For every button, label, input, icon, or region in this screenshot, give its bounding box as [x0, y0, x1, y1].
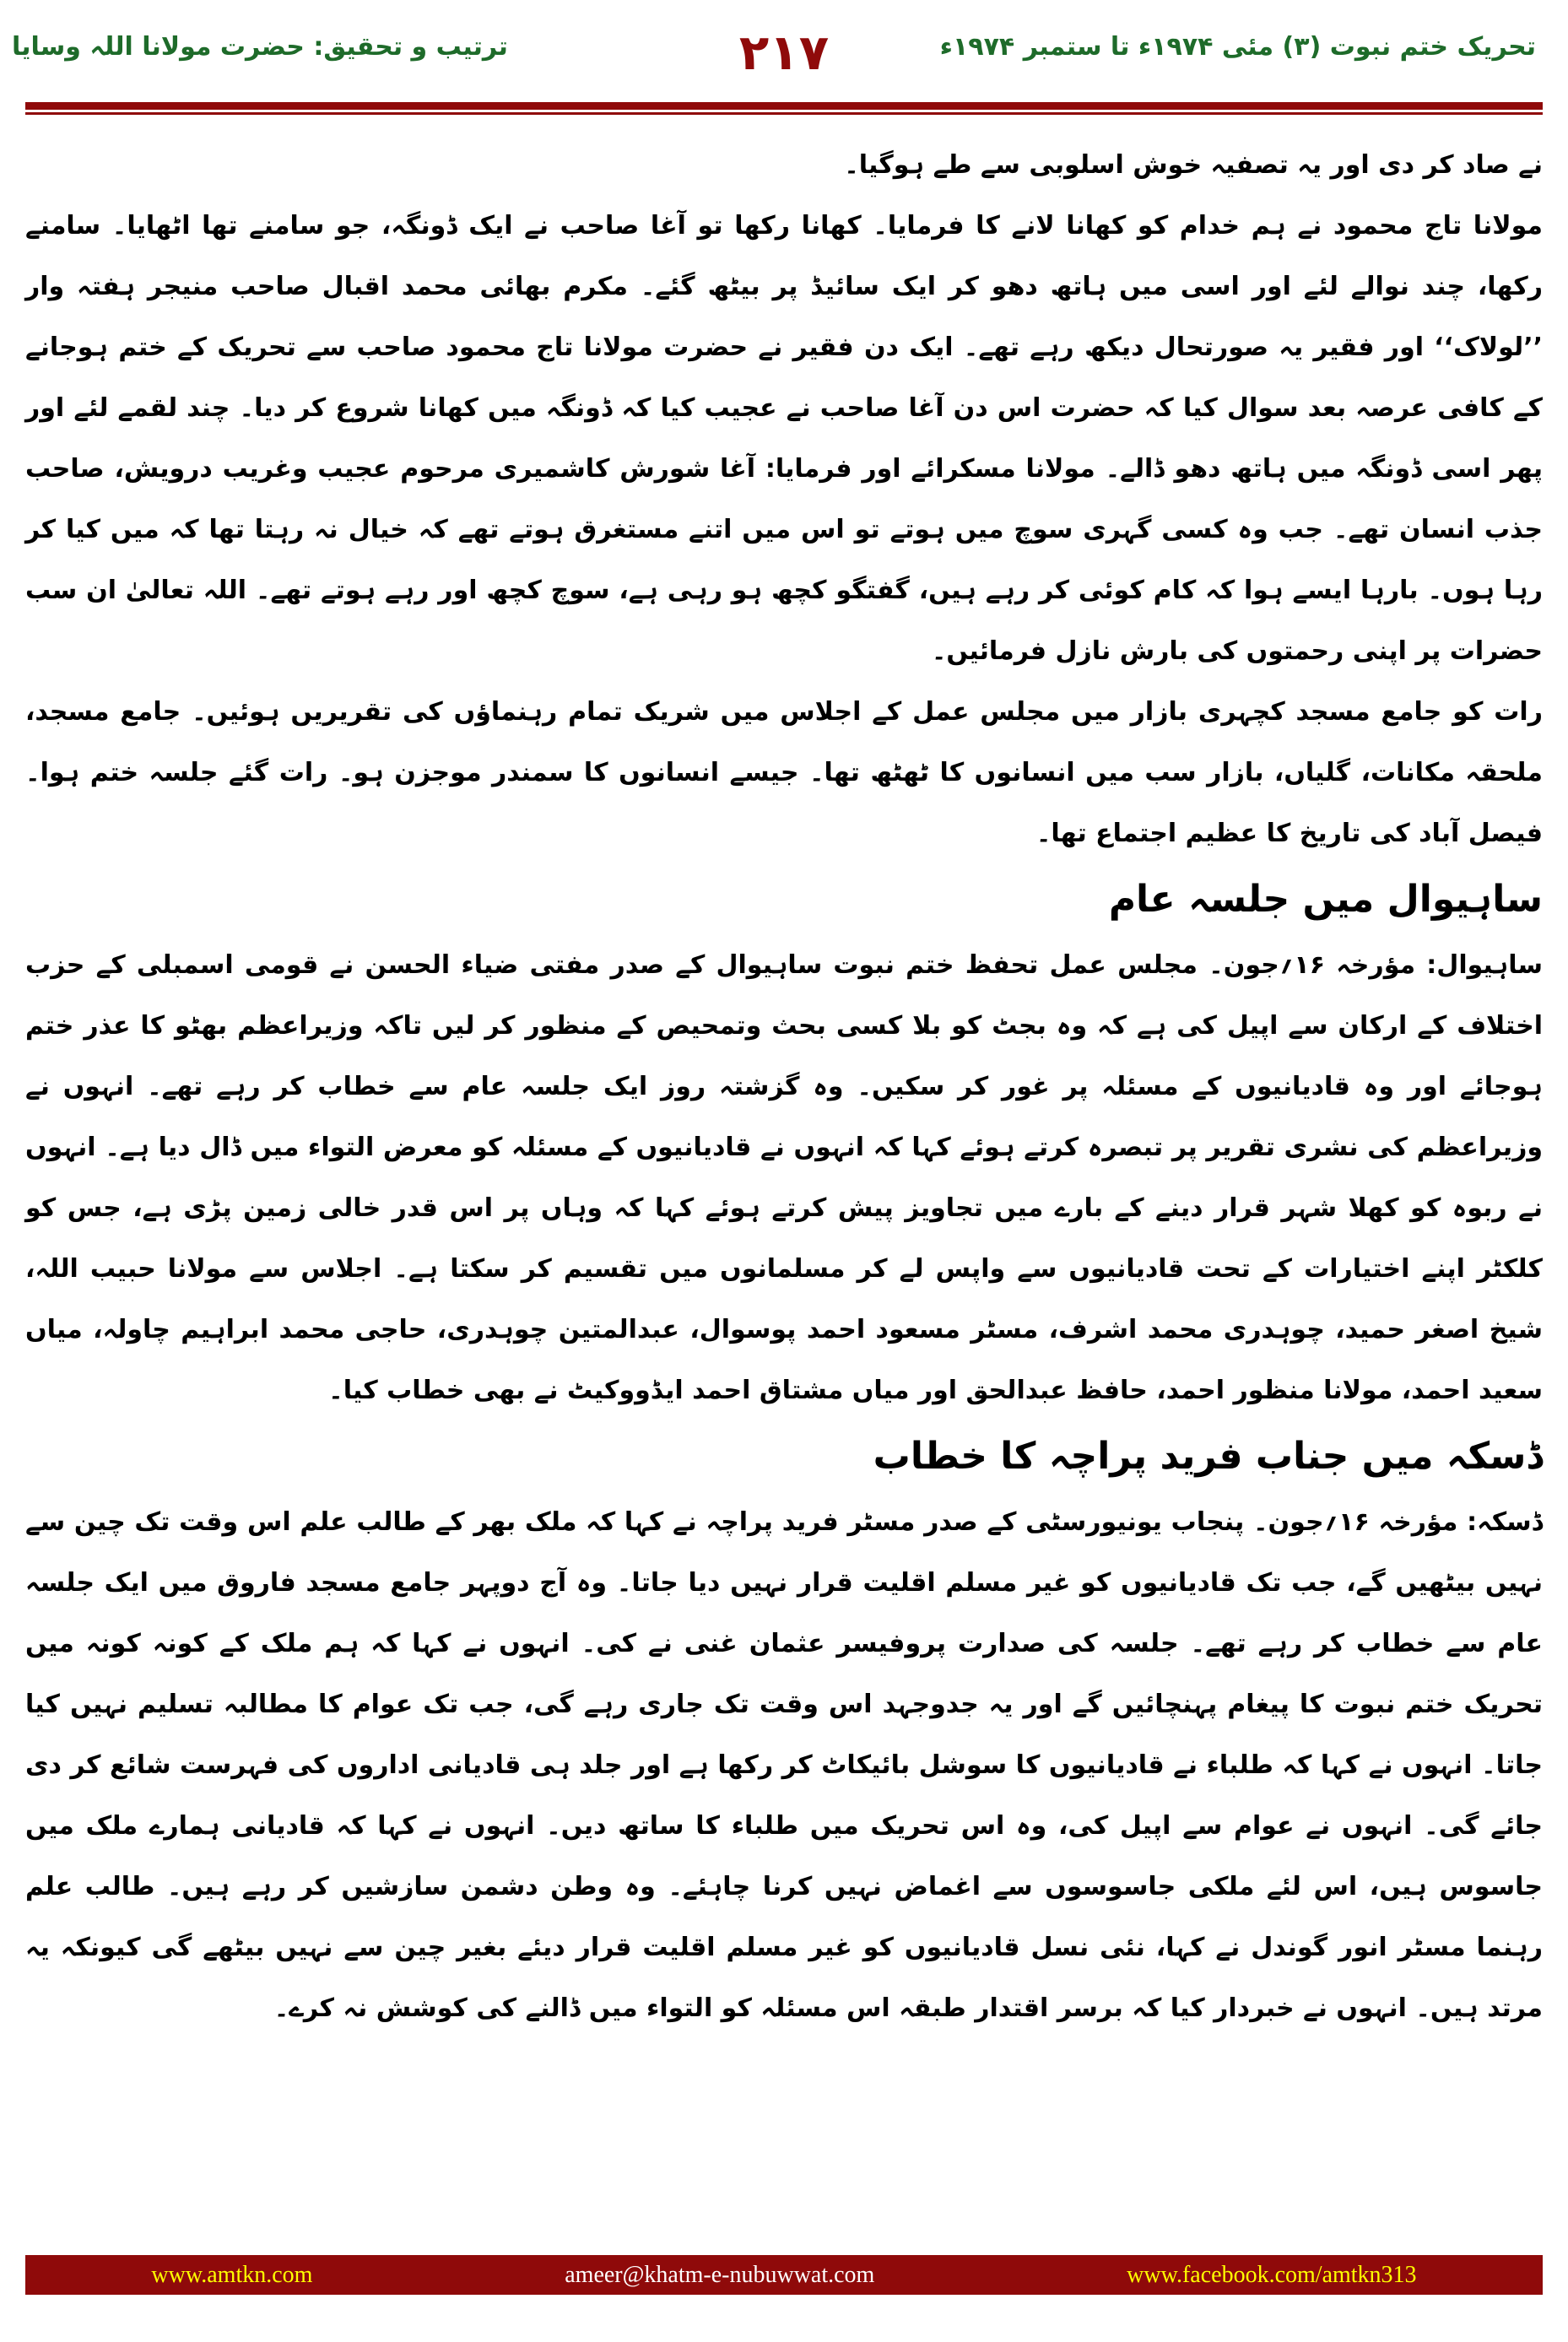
page-body	[25, 135, 1543, 2039]
compiler-credit: ترتیب و تحقیق: حضرت مولانا اللہ وسایا	[12, 32, 508, 62]
page-header	[0, 0, 1568, 127]
page-number: ۲۱۷	[738, 24, 830, 81]
paragraph: ساہیوال: مؤرخہ ۱۶؍جون۔ مجلس عمل تحفظ ختم نبوت ساہیوال کے صدر مفتی ضیاء الحسن نے قومی اسمبلی کے حزب اختلاف کے ارکان سے اپیل کی ہے کہ وہ بجٹ کو بلا کسی بحث وتمحیص کے منظور کر لیں تاکہ وزیراعظم بھٹو کا عذر ختم ہوجائے اور وہ قادیانیوں کے مسئلہ پر غور کر سکیں۔ وہ گزشتہ روز ایک جلسہ عام سے خطاب کر رہے تھے۔ انہوں نے وزیراعظم کی نشری تقریر پر تبصرہ کرتے ہوئے کہا کہ انہوں نے قادیانیوں کے مسئلہ کو معرض التواء میں ڈال دیا ہے۔ انہوں نے ربوہ کو کھلا شہر قرار دینے کے بارے میں تجاویز پیش کرتے ہوئے کہا کہ وہاں پر اس قدر خالی زمین پڑی ہے، جس کو کلکٹر اپنے اختیارات کے تحت قادیانیوں سے واپس لے کر مسلمانوں میں تقسیم کر سکتا ہے۔ اجلاس سے مولانا حبیب اللہ، شیخ اصغر حمید، چوہدری محمد اشرف، مسٹر مسعود احمد پوسوال، عبدالمتین چوہدری، حاجی محمد ابراہیم چاولہ، میاں سعید احمد، مولانا منظور احمد، حافظ عبدالحق اور میاں مشتاق احمد ایڈووکیٹ نے بھی خطاب کیا۔	[25, 950, 1544, 1405]
header-rule-thin	[25, 112, 1543, 115]
section-heading-daska: ڈسکہ میں جناب فرید پراچہ کا خطاب	[873, 1435, 1543, 1478]
website-link[interactable]: www.amtkn.com	[151, 2261, 313, 2288]
facebook-link[interactable]: www.facebook.com/amtkn313	[1127, 2261, 1417, 2288]
email-link[interactable]: ameer@khatm-e-nubuwwat.com	[565, 2261, 875, 2288]
page-footer	[25, 2255, 1543, 2295]
paragraph: ڈسکہ: مؤرخہ ۱۶؍جون۔ پنجاب یونیورسٹی کے صدر مسٹر فرید پراچہ نے کہا کہ ملک بھر کے طالب علم اس وقت تک چین سے نہیں بیٹھیں گے، جب تک قادیانیوں کو غیر مسلم اقلیت قرار نہیں دیا جاتا۔ وہ آج دوپہر جامع مسجد فاروق میں ایک جلسہ عام سے خطاب کر رہے تھے۔ جلسہ کی صدارت پروفیسر عثمان غنی نے کی۔ انہوں نے کہا کہ ہم ملک کے کونہ کونہ میں تحریک ختم نبوت کا پیغام پہنچائیں گے اور یہ جدوجہد اس وقت تک جاری رہے گی، جب تک عوام کا مطالبہ تسلیم نہیں کیا جاتا۔ انہوں نے کہا کہ طلباء نے قادیانیوں کا سوشل بائیکاٹ کر رکھا ہے اور جلد ہی قادیانی اداروں کی فہرست شائع کر دی جائے گی۔ انہوں نے عوام سے اپیل کی، وہ اس تحریک میں طلباء کا ساتھ دیں۔ انہوں نے کہا کہ قادیانی ہمارے ملک میں جاسوس ہیں، اس لئے ملکی جاسوسوں سے اغماض نہیں کرنا چاہئے۔ وہ وطن دشمن سازشیں کر رہے ہیں۔ طالب علم رہنما مسٹر انور گوندل نے کہا، نئی نسل قادیانیوں کو غیر مسلم اقلیت قرار دیئے بغیر چین سے نہیں بیٹھے گی کیونکہ یہ مرتد ہیں۔ انہوں نے خبردار کیا کہ برسر اقتدار طبقہ اس مسئلہ کو التواء میں ڈالنے کی کوشش نہ کرے۔	[25, 1507, 1543, 2023]
section-heading-sahiwal: ساہیوال میں جلسہ عام	[1108, 878, 1543, 921]
book-title: تحریک ختم نبوت (۳) مئی ۱۹۷۴ء تا ستمبر ۱۹۷۴ء	[939, 32, 1536, 62]
paragraph: نے صاد کر دی اور یہ تصفیہ خوش اسلوبی سے طے ہوگیا۔	[844, 150, 1543, 180]
paragraph: رات کو جامع مسجد کچہری بازار میں مجلس عمل کے اجلاس میں شریک تمام رہنماؤں کی تقریریں ہوئیں۔ جامع مسجد، ملحقہ مکانات، گلیاں، بازار سب میں انسانوں کا ٹھٹھ تھا۔ جیسے انسانوں کا سمندر موجزن ہو۔ رات گئے جلسہ ختم ہوا۔ فیصل آباد کی تاریخ کا عظیم اجتماع تھا۔	[25, 697, 1543, 848]
paragraph: مولانا تاج محمود نے ہم خدام کو کھانا لانے کا فرمایا۔ کھانا رکھا تو آغا صاحب نے ایک ڈونگہ، جو سامنے تھا اٹھایا۔ سامنے رکھا، چند نوالے لئے اور اسی میں ہاتھ دھو کر ایک سائیڈ پر بیٹھ گئے۔ مکرم بھائی محمد اقبال صاحب منیجر ہفتہ وار ’’لولاک‘‘ اور فقیر یہ صورتحال دیکھ رہے تھے۔ ایک دن فقیر نے حضرت مولانا تاج محمود صاحب سے تحریک کے ختم ہوجانے کے کافی عرصہ بعد سوال کیا کہ حضرت اس دن آغا صاحب نے عجیب کیا کہ ڈونگہ میں کھانا شروع کر دیا۔ چند لقمے لئے اور پھر اسی ڈونگہ میں ہاتھ دھو ڈالے۔ مولانا مسکرائے اور فرمایا: آغا شورش کاشمیری مرحوم عجیب وغریب درویش، صاحب جذب انسان تھے۔ جب وہ کسی گہری سوچ میں ہوتے تو اس میں اتنے مستغرق ہوتے تھے کہ خیال نہ رہتا تھا کہ میں کیا کر رہا ہوں۔ بارہا ایسے ہوا کہ کام کوئی کر رہے ہیں، گفتگو کچھ ہو رہی ہے، سوچ کچھ اور رہے ہوتے تھے۔ اللہ تعالیٰ ان سب حضرات پر اپنی رحمتوں کی بارش نازل فرمائیں۔	[25, 211, 1543, 666]
header-rule-thick	[25, 102, 1543, 110]
